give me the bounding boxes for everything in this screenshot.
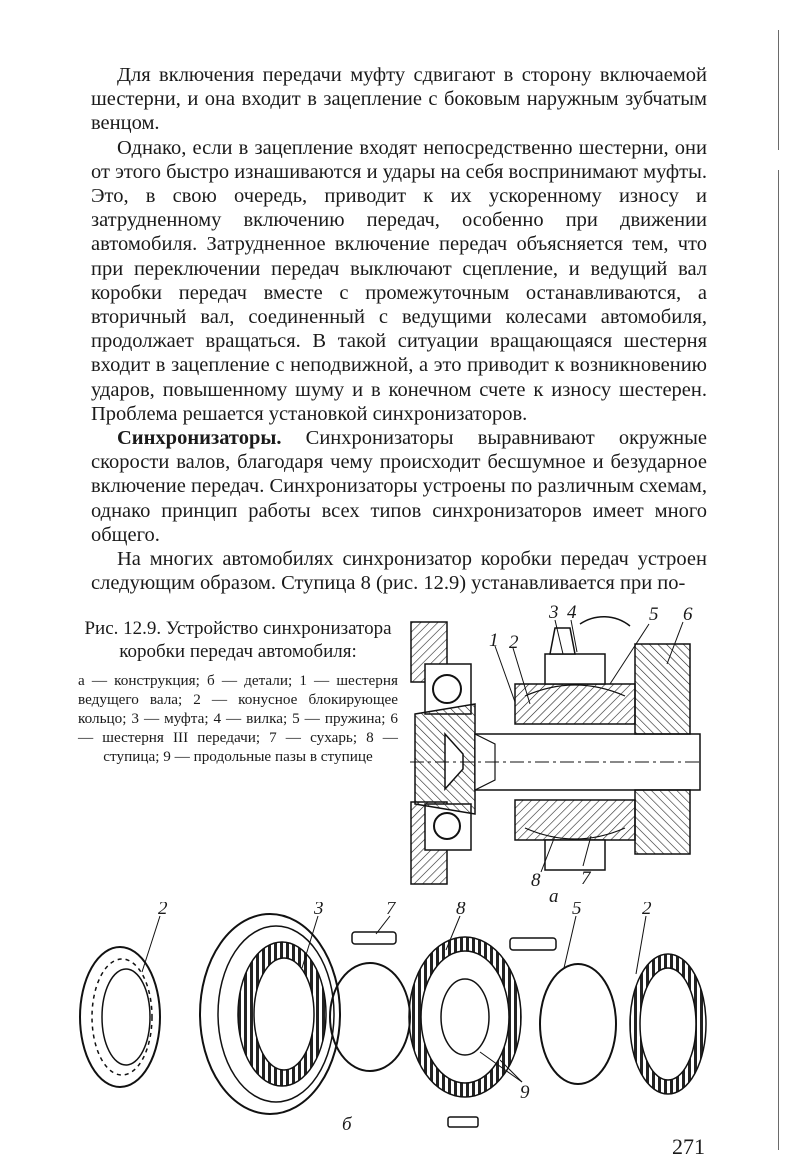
figure-a-cross-section (405, 604, 705, 904)
label-b-3: 3 (314, 902, 324, 919)
subfigure-b-label: б (342, 1114, 352, 1135)
subfigure-a-label: а (549, 886, 559, 904)
section-heading: Синхронизаторы. (117, 427, 282, 450)
paragraph-4: На многих автомобилях синхронизатор коробки передач устроен следующим образом. Ступица 8 (рис. 12.9) устанавливается при по- (91, 548, 707, 595)
label-b-7: 7 (386, 902, 396, 919)
input-shaft-gear (415, 704, 475, 814)
figure-legend: а — конструкция; б — детали; 1 — шестерня ведущего вала; 2 — конусное блокирующее кольцо; 3 — муфта; 4 — вилка; 5 — пружина; 6 — шестерня III передачи; 7 — сухарь; 8 — ступица; 9 — продольные пазы в ступице (78, 672, 398, 765)
label-2: 2 (509, 632, 519, 653)
margin-line-top (778, 30, 779, 150)
label-b-8: 8 (456, 902, 466, 919)
label-1: 1 (489, 630, 499, 651)
blocking-ring-right (630, 954, 706, 1094)
paragraph-3: Синхронизаторы. Синхронизаторы выравнивают окружные скорости валов, благодаря чему происходит бесшумное и безударное включение передач. Синхронизаторы устроены по различным схемам, однако принцип работы всех типов синхронизаторов имеет много общего. (91, 427, 707, 546)
label-8: 8 (531, 870, 541, 891)
figure-title: Рис. 12.9. Устройство синхронизатора коробки передач автомобиля: (84, 618, 392, 662)
hub (409, 937, 521, 1127)
label-6: 6 (683, 604, 693, 625)
sleeve (200, 914, 340, 1114)
label-b-5: 5 (572, 902, 582, 919)
label-b-2-right: 2 (642, 902, 652, 919)
key-top (352, 932, 396, 944)
paragraph-1: Для включения передачи муфту сдвигают в сторону включаемой шестерни, и она входит в зацепление с боковым наружным зубчатым венцом. (91, 64, 707, 135)
blocking-ring-left (80, 947, 160, 1087)
label-3: 3 (549, 604, 559, 623)
label-7: 7 (581, 868, 591, 889)
body-text (91, 63, 707, 595)
spring-left (330, 963, 410, 1071)
page-number: 271 (672, 1134, 705, 1159)
margin-line-bottom (778, 170, 779, 1150)
figure-caption (78, 617, 398, 766)
key-right (510, 938, 556, 950)
label-b-2-left: 2 (158, 902, 168, 919)
spring-right (540, 964, 616, 1084)
paragraph-2: Однако, если в зацепление входят непосредственно шестерни, они от этого быстро изнашиваются и удары на себя воспринимают муфты. Это, в свою очередь, приводит к их ускоренному износу и затрудненному включению передач, особенно при движении автомобиля. Затрудненное включение передач объясняется тем, что при переключении передач выключают сцепление, и ведущий вал коробки передач вместе с промежуточным останавливаются, а вторичный вал, соединенный с ведущими колесами автомобиля, продолжает вращаться. В такой ситуации вращающаяся шестерня входит в зацепление с неподвижной, а это приводит к возникновению ударов, повышенному шуму и в конечном счете к износу шестерен. Проблема решается установкой синхронизаторов. (91, 136, 707, 425)
figure-b-parts (70, 902, 710, 1136)
label-5: 5 (649, 604, 659, 625)
label-4: 4 (567, 604, 577, 623)
label-b-9: 9 (520, 1082, 530, 1103)
